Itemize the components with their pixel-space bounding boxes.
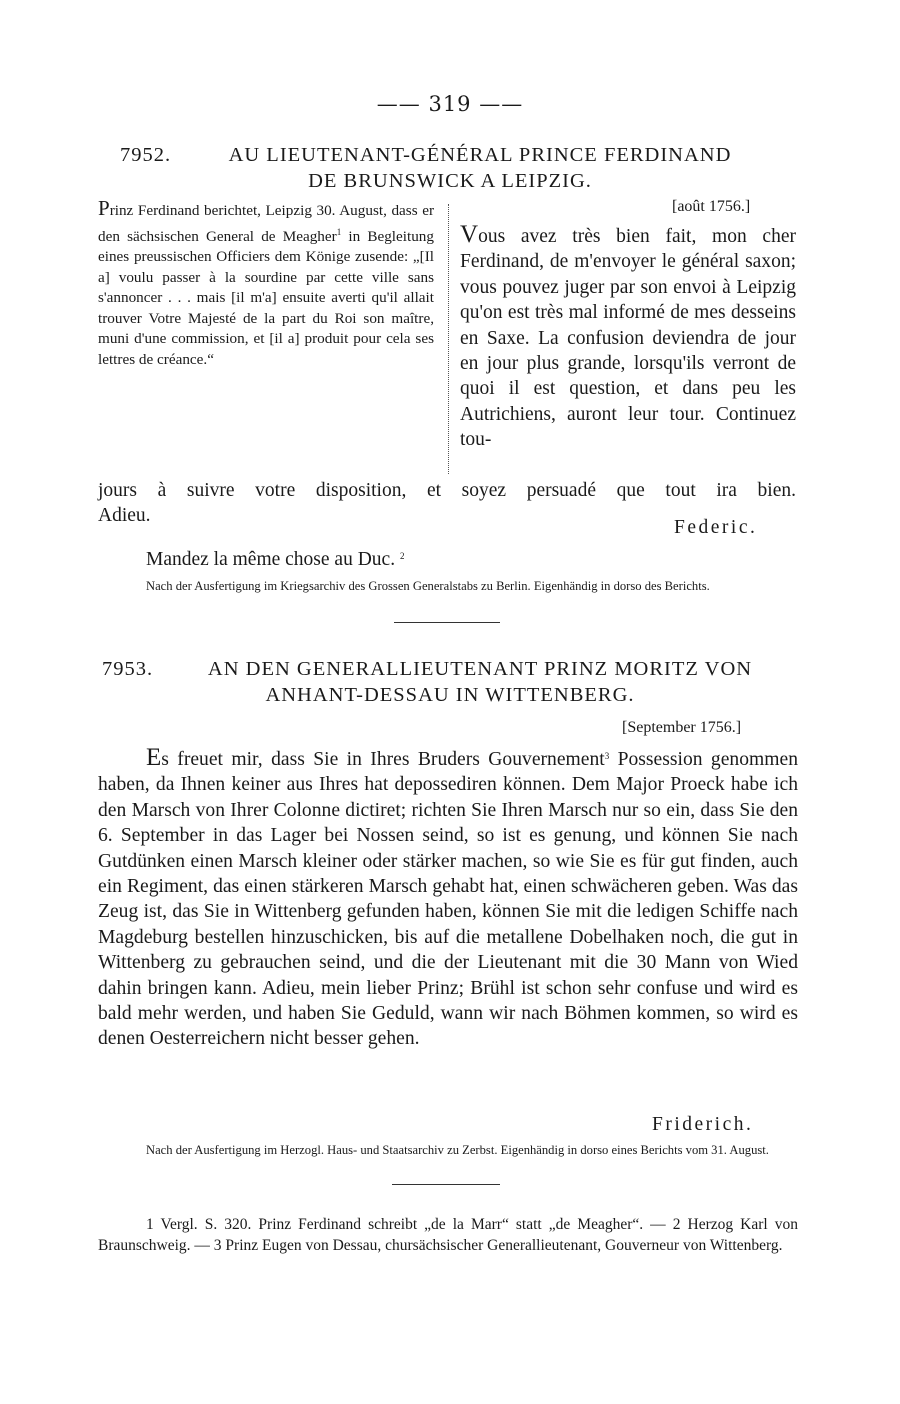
footnote-2-text: Herzog Karl von Braunschweig. — [98, 1216, 798, 1254]
letter-number: 7953. [102, 658, 154, 680]
dash-right: —— [471, 92, 524, 116]
footnote-1-number: 1 [146, 1216, 154, 1233]
footnote-ref: 2 [399, 551, 405, 561]
postscript [146, 544, 404, 572]
page-number-text: 319 [428, 92, 472, 116]
summary-text: rinz Ferdinand berichtet, Leipzig 30. August, dass er den sächsischen General de Meagher [98, 202, 434, 245]
heading-line-1: AU LIEUTENANT-GÉNÉRAL PRINCE FERDINAND [228, 144, 732, 166]
heading-line-2: DE BRUNSWICK A LEIPZIG. [308, 170, 592, 192]
body-initial: V [460, 221, 479, 248]
footnote-ref: 1 [336, 226, 342, 237]
footnote-ref: 3 [604, 751, 610, 761]
footnote-3-text: Prinz Eugen von Dessau, chursächsischer Generallieutenant, Gouverneur von Wittenberg. [221, 1237, 783, 1254]
dash-left: —— [376, 92, 429, 116]
letter-body [98, 744, 798, 1052]
letter-summary [98, 198, 434, 370]
section-rule [392, 1184, 500, 1185]
postscript-text: Mandez la même chose au Duc. [146, 549, 396, 570]
page-number [0, 92, 900, 116]
letter-continuation: jours à suivre votre disposition, et soyez persuadé que tout ira bien. [98, 480, 796, 501]
letter-7952-heading [100, 142, 800, 194]
source-note: Nach der Ausfertigung im Kriegsarchiv des Grossen Generalstabs zu Berlin. Eigenhändig in dorso des Berichts. [146, 579, 710, 593]
letter-7953-heading [100, 656, 800, 708]
summary-text-2: in Begleitung eines preussischen Officiers dem Könige zusende: „[Il a] voulu passer à la sourdine par cette ville sans s'annoncer . . . mais [il m'a] ensuite averti qu'il allait trouver Votre Majesté de la part du Roi son maître, muni d'une commission, et [il a] produit pour cela ses lettres de créance.“ [98, 227, 434, 368]
letter-closing: Adieu. [98, 505, 151, 526]
body-text-a: s freuet mir, dass Sie in Ihres Bruders Gouvernement [161, 749, 605, 770]
body-text-b: Possession genommen haben, da Ihnen keiner aus Ihres hat depossediren können. Dem Major Proeck habe ich den Marsch von Ihrer Colonne dictiret; richten Sie Ihren Marsch nur so ein, dass Sie den 6. September in das Lager bei Nossen seind, so ist es genung, und können Sie nach Gutdünken einen Marsch kleiner oder stärker machen, so wie Sie es für gut finden, auch ein Regiment, das einen stärkeren Marsch gehabt hat, einen schwächeren geben. Was das Zeug ist, das Sie in Wittenberg gefunden haben, können Sie mit die ledigen Schiffe nach Magdeburg bestellen hinzuschicken, bis auf die metallene Dobelhaken noch, die gut in Wittenberg zu gebrauchen seind, und die der Lieutenant mit die 30 Mann von Wied dahin bringen kann. Adieu, mein lieber Prinz; Brühl ist schon sehr confuse und wird es bald mehr werden, und haben Sie Geduld, wann wir nach Böhmen kommen, so wird es denen Oesterreichern nicht besser gehen. [98, 749, 798, 1050]
source-note: Nach der Ausfertigung im Herzogl. Haus- und Staatsarchiv zu Zerbst. Eigenhändig in dorso eines Berichts vom 31. August. [146, 1143, 769, 1157]
heading-line-2: ANHANT-DESSAU IN WITTENBERG. [265, 684, 635, 706]
column-divider [448, 204, 449, 474]
letter-body-column [460, 222, 796, 453]
letter-signature: Friderich. [652, 1114, 754, 1135]
footnote-1-text: Vergl. S. 320. Prinz Ferdinand schreibt „de la Marr“ statt „de Meagher“. — [153, 1216, 673, 1233]
letter-number: 7952. [120, 144, 172, 166]
heading-line-1: AN DEN GENERALLIEUTENANT PRINZ MORITZ VON [207, 658, 753, 680]
footnote-3-number: 3 [213, 1237, 222, 1254]
section-rule [394, 622, 500, 623]
body-text: ous avez très bien fait, mon cher Ferdinand, de m'envoyer le général saxon; vous pouvez juger par son envoi à Leipzig qu'on est très mal informé de mes desseins en Saxe. La confusion deviendra de jour en jour plus grande, lorsqu'ils verront de quoi il est question, et dans peu les Autrichiens, auront leur tour. Continuez tou- [460, 226, 796, 451]
letter-signature: Federic. [674, 517, 758, 538]
letter-date: [août 1756.] [672, 198, 751, 215]
summary-initial: P [98, 196, 110, 220]
body-initial: E [146, 744, 162, 771]
footnotes [98, 1214, 798, 1256]
letter-date: [September 1756.] [622, 719, 742, 736]
footnote-2-number: 2 [672, 1216, 681, 1233]
